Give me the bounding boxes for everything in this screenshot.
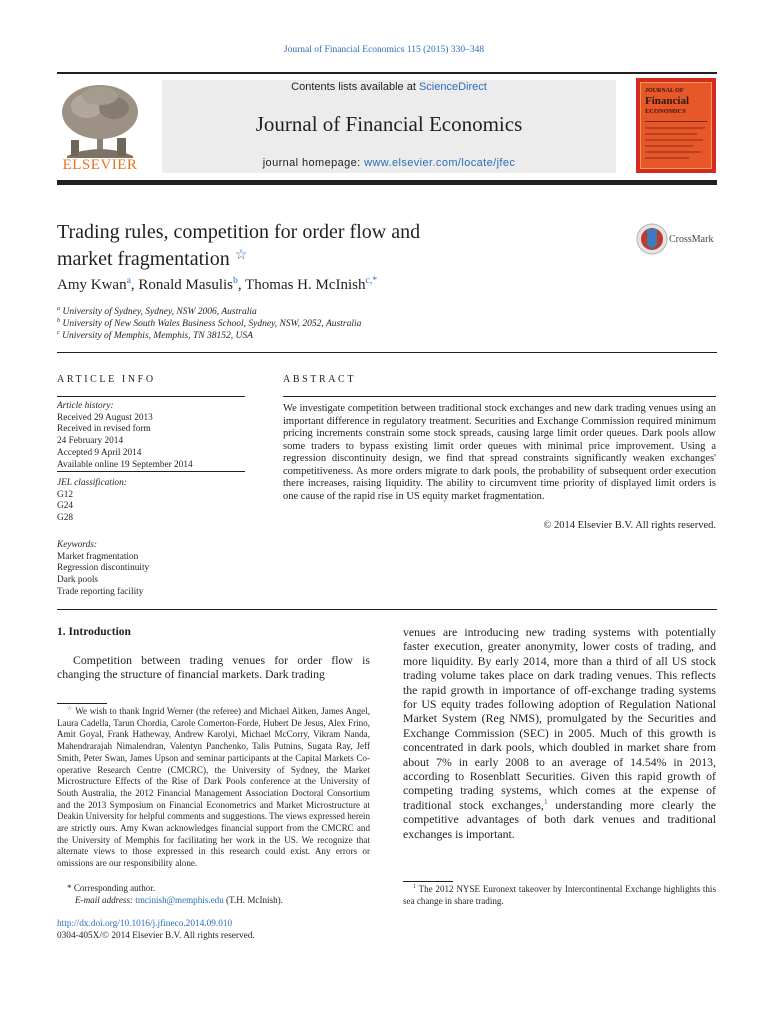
keywords-label: Keywords: <box>57 540 97 550</box>
email-line <box>75 895 370 907</box>
affiliation <box>57 330 253 342</box>
sciencedirect-link[interactable]: ScienceDirect <box>418 81 487 93</box>
affiliation-mark[interactable]: b <box>233 275 238 286</box>
author-name: Ronald Masulis <box>138 277 233 293</box>
article-info-heading: ARTICLE INFO <box>57 374 156 385</box>
journal-homepage <box>162 157 616 169</box>
affiliation-text: University of New South Wales Business School, Sydney, NSW, 2052, Australia <box>62 319 362 329</box>
divider <box>283 396 716 397</box>
affiliation-letter: a <box>57 305 61 312</box>
cover-line-3: ECONOMICS <box>645 108 686 115</box>
affiliation-mark[interactable]: a <box>126 275 131 286</box>
cover-text-block <box>645 127 705 129</box>
footnote-1 <box>403 884 716 907</box>
cover-text-block <box>645 157 689 159</box>
corresponding-author: * Corresponding author. <box>67 883 156 893</box>
history-entry: Received 29 August 2013 <box>57 412 153 423</box>
affiliation-text: University of Sydney, Sydney, NSW 2006, Australia <box>62 307 257 317</box>
affiliation-mark[interactable]: c,* <box>365 275 378 286</box>
elsevier-logo[interactable] <box>57 82 143 176</box>
abstract-text: We investigate competition between traditional stock exchanges and new dark trading venues using an important difference in regulatory treatment. Securities and Exchange Commission required minimum pricing increments constrain some stock spreads, causing large limit order queues. Dark pools allow some traders to bypass existing limit order queues with minimal price improvement. Using a regression discontinuity design, we find that spread constraints significantly weaken exchanges' competitiveness. As more orders migrate to dark pools, the probability of subsequent order execution there increases, raising liquidity. The ability to circumvent time priority of displayed limit orders is one cause of the rapid rise in US equity market fragmentation. <box>283 403 716 502</box>
homepage-prefix: journal homepage: <box>262 157 361 169</box>
title-footnote-mark[interactable]: ☆ <box>234 248 248 263</box>
article-title <box>57 220 517 271</box>
jel-code: G28 <box>57 513 74 524</box>
cover-line-1: JOURNAL OF <box>645 88 684 94</box>
history-entry: 24 February 2014 <box>57 436 124 447</box>
footnote-text: The 2012 NYSE Euronext takeover by Intercontinental Exchange highlights this sea change in share trading. <box>403 884 716 906</box>
jel-label: JEL classification: <box>57 478 127 488</box>
crossmark-icon <box>636 223 668 255</box>
intro-paragraph-left: Competition between trading venues for order flow is changing the structure of financial markets. Dark trading <box>57 653 370 682</box>
intro-paragraph-right <box>403 625 716 841</box>
intro-text: understanding more clearly the competitive advantages of both dark venues and traditional exchanges is important. <box>403 797 716 841</box>
history-entry: Accepted 9 April 2014 <box>57 447 142 458</box>
keywords <box>57 540 245 599</box>
cover-text-block <box>645 133 697 135</box>
footnote-text: We wish to thank Ingrid Werner (the referee) and Michael Aitken, James Angel, Laura Cadella, Tarun Chordia, Carole Comerton-Forde, Hubert De Jesus, Alex Frino, Amit Goyal, Frank Hatheway, Andrew Karolyi, Michael McCorry, Vikram Nanda, Mahendrarajah Nimalendran, Valentyn Panchenko, Talis Putnins, Sugata Ray, Jeff Smith, Peter Swan, James Upson and seminar participants at the Capital Markets Co-operative Research Centre (CMCRC), the University of Sydney, the Market Microstructure Effects of the Rise of Dark Pools conference at the University of South Australia, the 2012 Financial Management Association Doctoral Consortium and the 2013 Symposium on Financial Econometrics and Market Microstructure at Deakin University for helpful comments and suggestions. The views expressed herein are strictly ours. Amy Kwan acknowledges financial support from the CMCRC and the University of Memphis for facilitating her work in the US. We recognize that alternate views to those expressed in this research could exist. Any errors or omissions are our responsibility alone. <box>57 706 371 869</box>
contents-availability <box>162 81 616 93</box>
affiliation-text: University of Memphis, Memphis, TN 38152, USA <box>62 331 253 341</box>
keyword: Regression discontinuity <box>57 563 150 574</box>
history-label: Article history: <box>57 401 114 411</box>
crossmark-badge[interactable] <box>636 222 720 256</box>
jel-code: G24 <box>57 501 74 512</box>
keyword: Market fragmentation <box>57 551 139 562</box>
history-entry: Available online 19 September 2014 <box>57 459 193 470</box>
history-entry: Received in revised form <box>57 424 151 435</box>
crossmark-label: CrossMark <box>669 234 714 245</box>
cover-panel <box>640 82 712 169</box>
affiliation-letter: b <box>57 317 61 324</box>
cover-text-block <box>645 151 701 153</box>
affiliation <box>57 306 257 318</box>
header-bottom-rule <box>57 180 717 185</box>
publisher-name: ELSEVIER <box>62 157 138 173</box>
journal-citation[interactable]: Journal of Financial Economics 115 (2015) 330–348 <box>283 45 485 55</box>
footnote-rule <box>57 703 107 704</box>
cover-line-2: Financial <box>645 95 690 107</box>
email-suffix: (T.H. McInish). <box>223 895 283 905</box>
abstract-heading: ABSTRACT <box>283 374 357 385</box>
title-line-2: market fragmentation <box>57 248 230 270</box>
article-history <box>57 401 245 471</box>
footnote-mark: 1 <box>413 883 416 890</box>
author-name: Amy Kwan <box>57 277 127 293</box>
divider <box>57 609 717 610</box>
email-label: E-mail address: <box>75 895 134 905</box>
jel-code: G12 <box>57 489 74 500</box>
cover-text-block <box>645 145 693 147</box>
affiliation <box>57 318 361 330</box>
intro-text: venues are introducing new trading systems with potentially faster execution, greater anonymity, lower costs of trading, and more liquidity. By early 2014, more than a third of all US stock trading volume takes place on dark trading venues. This reflects the rapid growth in importance of off-exchange trading systems for US equity trades following adoption of Regulation National Market System (Reg NMS), promulgated by the Securities and Exchange Commission (SEC) in 2005. Much of this growth is concentrated in dark pools, which doubled in market share from about 7% in early 2008 to an average of 14.54% in 2013, according to Rosenblatt Securities. Given this rapid growth of competing trading systems, which comes at the expense of traditional stock exchanges, <box>403 625 716 812</box>
affiliation-letter: c <box>57 329 60 336</box>
journal-title: Journal of Financial Economics <box>255 112 523 136</box>
title-line-1: Trading rules, competition for order flow and <box>57 221 421 243</box>
contents-prefix: Contents lists available at <box>291 81 416 93</box>
issn-copyright: 0304-405X/© 2014 Elsevier B.V. All rights reserved. <box>57 931 255 941</box>
email-link[interactable]: tmcinish@memphis.edu <box>135 895 224 905</box>
section-heading: 1. Introduction <box>57 626 131 638</box>
journal-cover-thumbnail[interactable] <box>636 78 716 173</box>
abstract-copyright: © 2014 Elsevier B.V. All rights reserved. <box>543 520 716 531</box>
footnote-rule <box>403 881 453 882</box>
divider <box>57 396 245 397</box>
cover-divider <box>645 121 707 122</box>
author-list: Amy Kwan$^a$, Ronald Masulis$^b$, Thomas H. McInish$^{c,*}$ <box>57 275 378 293</box>
header-top-rule <box>57 72 717 74</box>
footnote-mark: ☆ <box>67 705 73 712</box>
homepage-link[interactable]: www.elsevier.com/locate/jfec <box>364 157 516 169</box>
cover-text-block <box>645 139 703 141</box>
divider <box>57 352 717 353</box>
jel-classification <box>57 478 245 525</box>
acknowledgement-footnote <box>57 706 370 870</box>
keyword: Dark pools <box>57 575 99 586</box>
footnote-ref-1[interactable]: 1 <box>543 796 548 806</box>
keyword: Trade reporting facility <box>57 586 144 597</box>
divider <box>57 471 245 472</box>
author-name: Thomas H. McInish <box>245 277 366 293</box>
doi-link[interactable]: http://dx.doi.org/10.1016/j.jfineco.2014.09.010 <box>57 919 233 929</box>
